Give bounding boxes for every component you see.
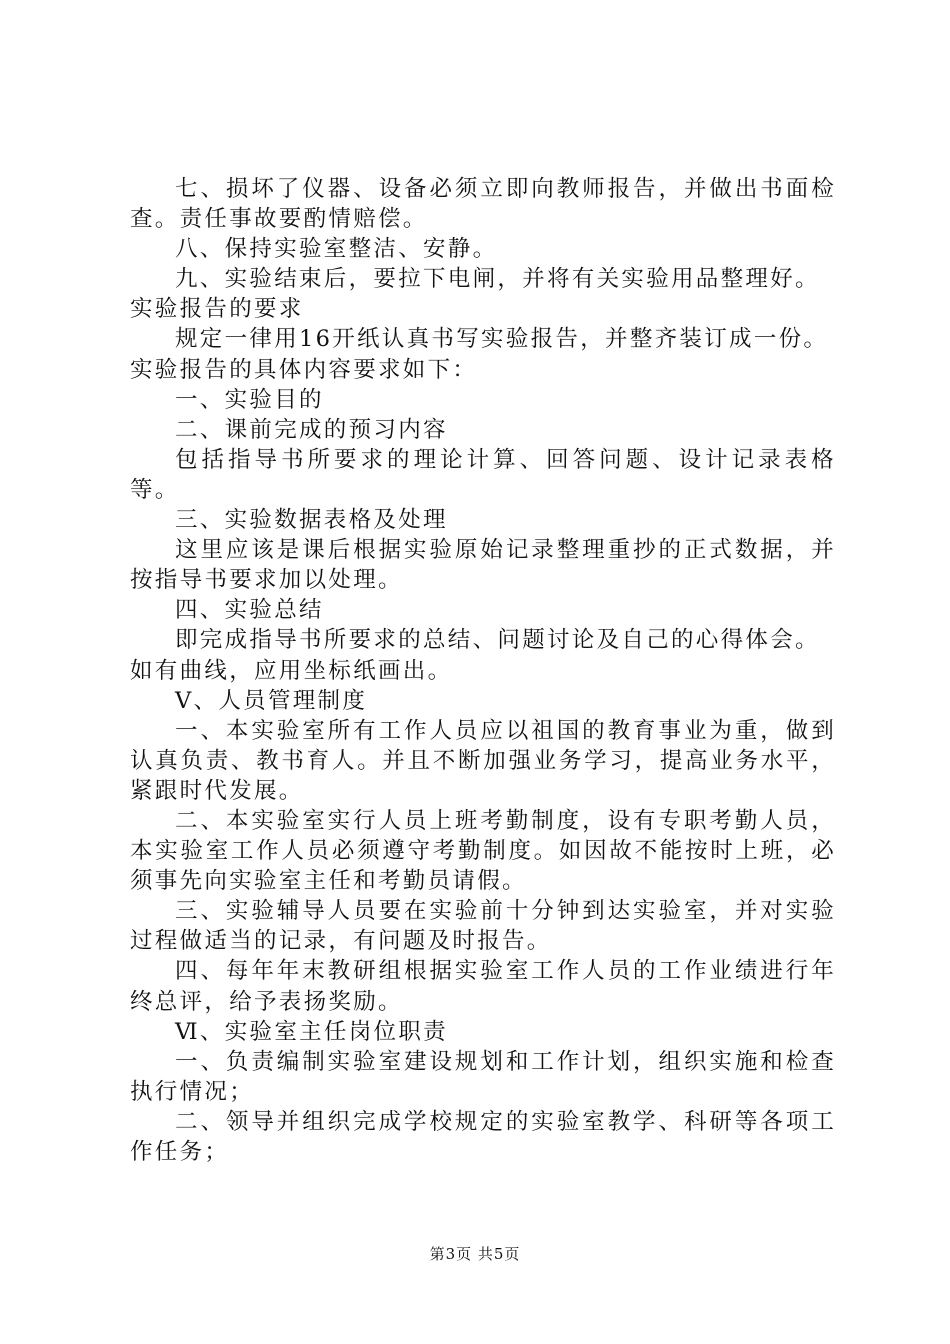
list-item: 一、实验目的 <box>175 386 324 413</box>
paragraph: 包括指导书所要求的理论计算、回答问题、设计记录表格等。 <box>130 446 836 503</box>
section-heading: 实验报告的要求 <box>130 296 304 323</box>
paragraph: 九、实验结束后，要拉下电闸，并将有关实验用品整理好。 <box>175 266 820 293</box>
paragraph: 三、实验辅导人员要在实验前十分钟到达实验室，并对实验过程做适当的记录，有问题及时报告。 <box>130 898 836 955</box>
paragraph: 如有曲线，应用坐标纸画出。 <box>130 657 453 684</box>
list-item: 四、实验总结 <box>175 597 324 624</box>
paragraph: 七、损坏了仪器、设备必须立即向教师报告，并做出书面检查。责任事故要酌情赔偿。 <box>130 176 836 233</box>
paragraph: 八、保持实验室整洁、安静。 <box>175 236 498 263</box>
paragraph: 即完成指导书所要求的总结、问题讨论及自己的心得体会。 <box>175 627 820 654</box>
paragraph: 这里应该是课后根据实验原始记录整理重抄的正式数据，并按指导书要求加以处理。 <box>130 537 836 594</box>
paragraph: 二、领导并组织完成学校规定的实验室教学、科研等各项工作任务； <box>130 1108 836 1165</box>
paragraph: 一、负责编制实验室建设规划和工作计划，组织实施和检查执行情况； <box>130 1048 836 1105</box>
paragraph: 实验报告的具体内容要求如下： <box>130 356 478 383</box>
page-number: 第3页 共5页 <box>429 1245 521 1263</box>
paragraph: 四、每年年末教研组根据实验室工作人员的工作业绩进行年终总评，给予表扬奖励。 <box>130 958 836 1015</box>
section-heading: Ⅴ、人员管理制度 <box>175 687 368 714</box>
paragraph: 一、本实验室所有工作人员应以祖国的教育事业为重，做到认真负责、教书育人。并且不断加强业务学习，提高业务水平，紧跟时代发展。 <box>130 717 836 804</box>
list-item: 二、课前完成的预习内容 <box>175 416 448 443</box>
paragraph: 规定一律用16开纸认真书写实验报告，并整齐装订成一份。 <box>175 326 829 353</box>
paragraph: 二、本实验室实行人员上班考勤制度，设有专职考勤人员，本实验室工作人员必须遵守考勤制度。如因故不能按时上班，必须事先向实验室主任和考勤员请假。 <box>130 807 836 895</box>
section-heading: Ⅵ、实验室主任岗位职责 <box>175 1018 448 1045</box>
list-item: 三、实验数据表格及处理 <box>175 507 448 534</box>
document-body <box>130 174 836 1167</box>
